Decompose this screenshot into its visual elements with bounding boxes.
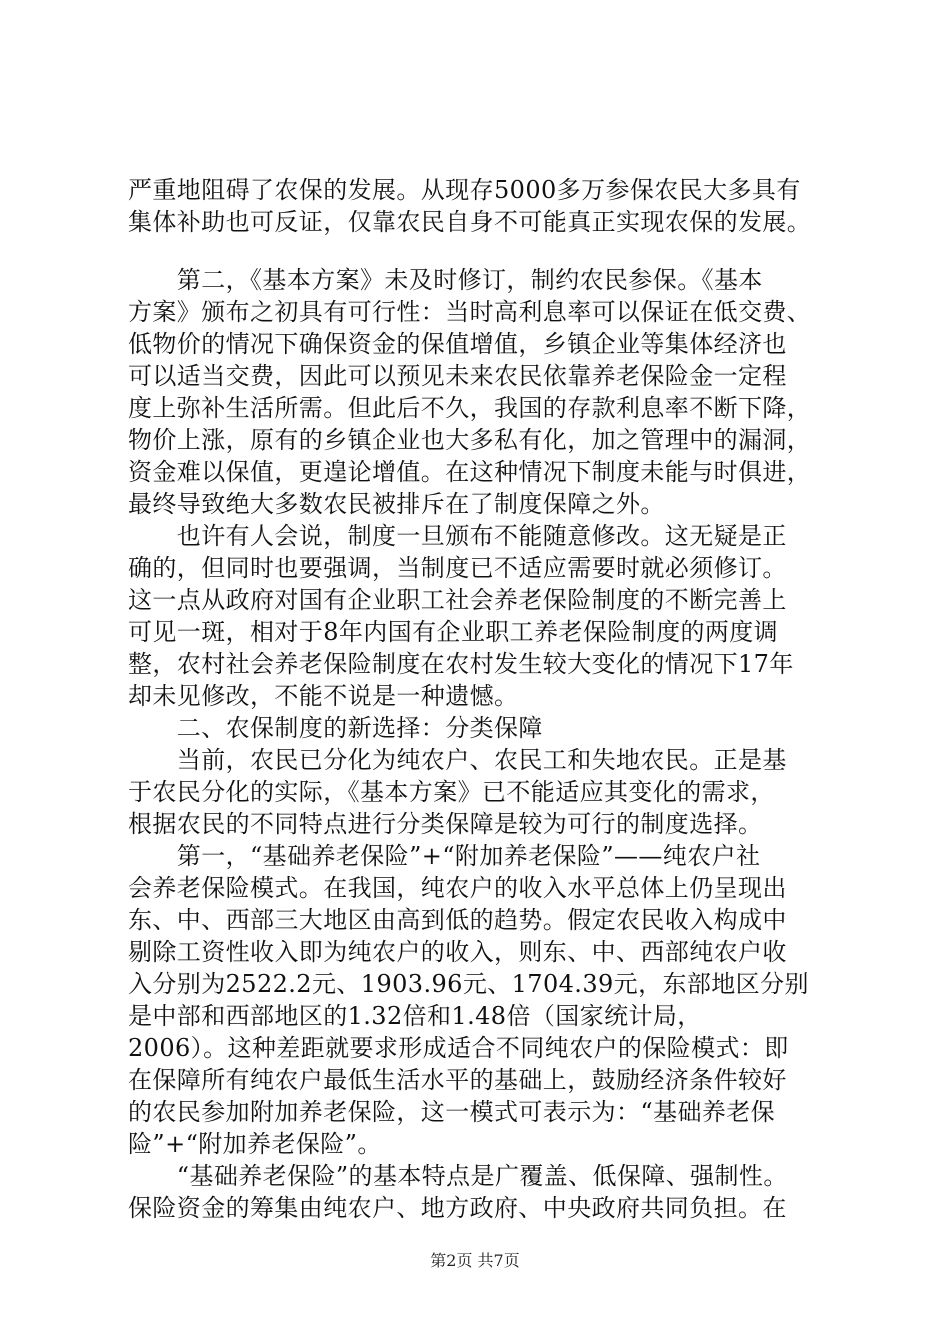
paragraph-block-1 <box>128 174 828 238</box>
text-line: 险”+“附加养老保险”。 <box>128 1130 382 1158</box>
text-line: 保险资金的筹集由纯农户、地方政府、中央政府共同负担。在 <box>128 1194 787 1222</box>
text-line: 是中部和西部地区的1.32倍和1.48倍（国家统计局， <box>128 1002 702 1030</box>
text-line: 会养老保险模式。在我国，纯农户的收入水平总体上仍呈现出 <box>128 874 787 902</box>
text-line: 当前，农民已分化为纯农户、农民工和失地农民。正是基 <box>128 746 787 774</box>
text-line: 2006）。这种差距就要求形成适合不同纯农户的保险模式：即 <box>128 1034 789 1062</box>
text-line: 可见一斑，相对于8年内国有企业职工养老保险制度的两度调 <box>128 618 779 646</box>
text-line: 第一，“基础养老保险”+“附加养老保险”——纯农户社 <box>128 842 761 870</box>
text-line: 资金难以保值，更遑论增值。在这种情况下制度未能与时俱进， <box>128 458 812 486</box>
text-line: 确的，但同时也要强调，当制度已不适应需要时就必须修订。 <box>128 554 787 582</box>
text-line: 在保障所有纯农户最低生活水平的基础上，鼓励经济条件较好 <box>128 1066 787 1094</box>
paragraph-block-2 <box>128 264 828 1224</box>
text-line: 于农民分化的实际，《基本方案》已不能适应其变化的需求， <box>128 778 775 806</box>
text-line: 的农民参加附加养老保险，这一模式可表示为：“基础养老保 <box>128 1098 776 1126</box>
text-line: 也许有人会说，制度一旦颁布不能随意修改。这无疑是正 <box>128 522 787 550</box>
text-line: 严重地阻碍了农保的发展。从现存5000多万参保农民大多具有 <box>128 176 801 204</box>
text-line: 可以适当交费，因此可以预见未来农民依靠养老保险金一定程 <box>128 362 787 390</box>
text-line: 低物价的情况下确保资金的保值增值，乡镇企业等集体经济也 <box>128 330 787 358</box>
text-line: 剔除工资性收入即为纯农户的收入，则东、中、西部纯农户收 <box>128 938 787 966</box>
text-line: 东、中、西部三大地区由高到低的趋势。假定农民收入构成中 <box>128 906 787 934</box>
text-line: 却未见修改，不能不说是一种遗憾。 <box>128 682 519 710</box>
text-line: 这一点从政府对国有企业职工社会养老保险制度的不断完善上 <box>128 586 787 614</box>
text-line: 第二，《基本方案》未及时修订，制约农民参保。《基本 <box>128 266 763 294</box>
text-line: 度上弥补生活所需。但此后不久，我国的存款利息率不断下降， <box>128 394 812 422</box>
text-line: 最终导致绝大多数农民被排斥在了制度保障之外。 <box>128 490 665 518</box>
text-line: 整，农村社会养老保险制度在农村发生较大变化的情况下17年 <box>128 650 794 678</box>
text-line: 根据农民的不同特点进行分类保障是较为可行的制度选择。 <box>128 810 763 838</box>
page-footer: 第2页 共7页 <box>430 1251 520 1270</box>
section-heading: 二、农保制度的新选择：分类保障 <box>128 714 543 742</box>
text-line: “基础养老保险”的基本特点是广覆盖、低保障、强制性。 <box>128 1162 788 1190</box>
text-line: 方案》颁布之初具有可行性：当时高利息率可以保证在低交费、 <box>128 298 812 326</box>
text-line: 物价上涨，原有的乡镇企业也大多私有化，加之管理中的漏洞， <box>128 426 812 454</box>
text-line: 集体补助也可反证，仅靠农民自身不可能真正实现农保的发展。 <box>128 208 812 236</box>
text-line: 入分别为2522.2元、1903.96元、1704.39元，东部地区分别 <box>128 970 809 998</box>
